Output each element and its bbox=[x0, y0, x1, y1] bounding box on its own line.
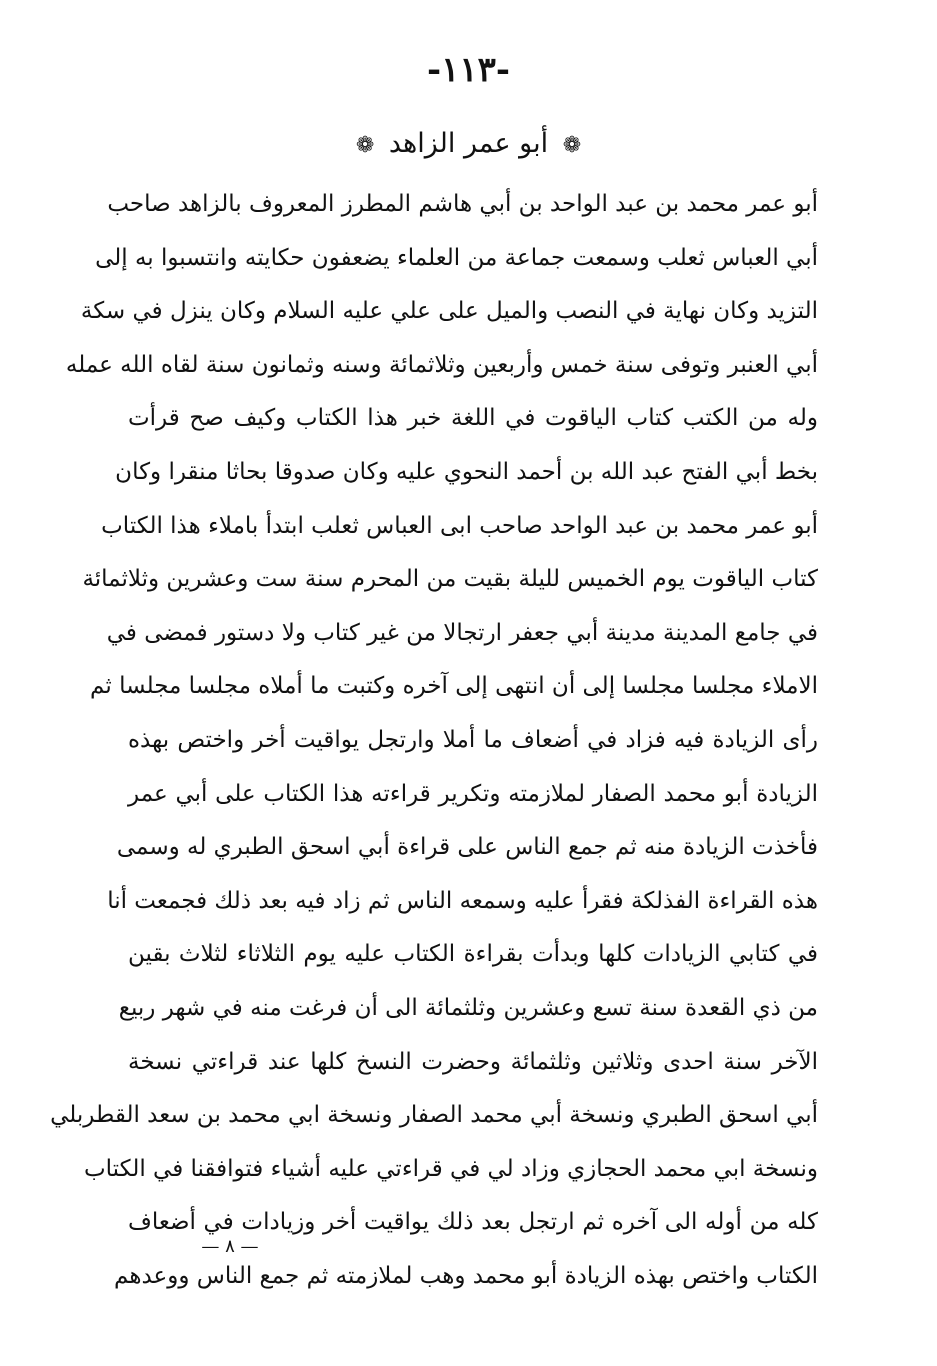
text-line: أبو عمر محمد بن عبد الواحد بن أبي هاشم المطرز المعروف بالزاهد صاحب bbox=[107, 191, 818, 217]
text-line: أبو عمر محمد بن عبد الواحد صاحب ابى العباس ثعلب ابتدأ باملاء هذا الكتاب bbox=[101, 512, 818, 539]
body-text bbox=[50, 178, 818, 1303]
text-line: ونسخة ابي محمد الحجازي وزاد لي في قراءتي عليه أشياء فتوافقنا في الكتاب bbox=[84, 1155, 818, 1182]
text-line: التزيد وكان نهاية في النصب والميل على علي عليه السلام وكان ينزل في سكة bbox=[80, 298, 818, 325]
text-line: الاملاء مجلسا مجلسا إلى أن انتهى إلى آخره وكتبت ما أملاه مجلسا مجلسا ثم bbox=[90, 673, 818, 700]
section-heading bbox=[0, 128, 937, 159]
ornament-left-icon: ❁ bbox=[355, 133, 375, 158]
ornament-right-icon: ❁ bbox=[562, 133, 582, 158]
page-number: -١١٣- bbox=[426, 50, 511, 90]
text-line: أبي العباس ثعلب وسمعت جماعة من العلماء يضعفون حكايته وانتسبوا به إلى bbox=[95, 244, 818, 271]
text-line: الآخر سنة احدى وثلاثين وثلثمائة وحضرت النسخ كلها عند قراءتي نسخة bbox=[128, 1048, 818, 1075]
text-line: في جامع المدينة مدينة أبي جعفر ارتجالا من غير كتاب ولا دستور فمضى في bbox=[106, 619, 818, 646]
text-line: هذه القراءة الفذلكة فقرأ عليه وسمعه الناس ثم زاد فيه بعد ذلك فجمعت أنا bbox=[107, 887, 818, 914]
text-line: من ذي القعدة سنة تسع وعشرين وثلثمائة الى أن فرغت منه في شهر ربيع bbox=[118, 994, 818, 1021]
text-line: كله من أوله الى آخره ثم ارتجل بعد ذلك يواقيت أخر وزيادات في أضعاف bbox=[128, 1209, 818, 1236]
text-line: الزيادة أبو محمد الصفار لملازمته وتكرير قراءته هذا الكتاب على أبي عمر bbox=[128, 780, 818, 807]
signature-mark: — ٨ — bbox=[201, 1236, 259, 1257]
text-line: كتاب الياقوت يوم الخميس لليلة بقيت من المحرم سنة ست وعشرين وثلاثمائة bbox=[82, 566, 818, 593]
text-line: فأخذت الزيادة منه ثم جمع الناس على قراءة أبي اسحق الطبري له وسمى bbox=[116, 834, 818, 861]
text-line: وله من الكتب كتاب الياقوت في اللغة خبر هذا الكتاب وكيف صح قرأت bbox=[128, 405, 818, 432]
text-line: في كتابي الزيادات كلها وبدأت بقراءة الكتاب عليه يوم الثلاثاء لثلاث بقين bbox=[128, 941, 818, 968]
text-line: الكتاب واختص بهذه الزيادة أبو محمد وهب لملازمته ثم جمع الناس ووعدهم bbox=[114, 1262, 818, 1289]
section-title-text: أبو عمر الزاهد bbox=[388, 128, 549, 159]
text-line: أبي العنبر وتوفى سنة خمس وأربعين وثلاثمائة وسنه وثمانون سنة لقاه الله عمله bbox=[65, 351, 818, 378]
text-line: رأى الزيادة فيه فزاد في أضعاف ما أملا وارتجل يواقيت أخر واختص بهذه bbox=[128, 726, 818, 753]
text-line: بخط أبي الفتح عبد الله بن أحمد النحوي عليه وكان صدوقا بحاثا منقرا وكان bbox=[115, 458, 818, 485]
text-line: أبي اسحق الطبري ونسخة أبي محمد الصفار ونسخة ابي محمد بن سعد القطربلي bbox=[50, 1102, 818, 1129]
